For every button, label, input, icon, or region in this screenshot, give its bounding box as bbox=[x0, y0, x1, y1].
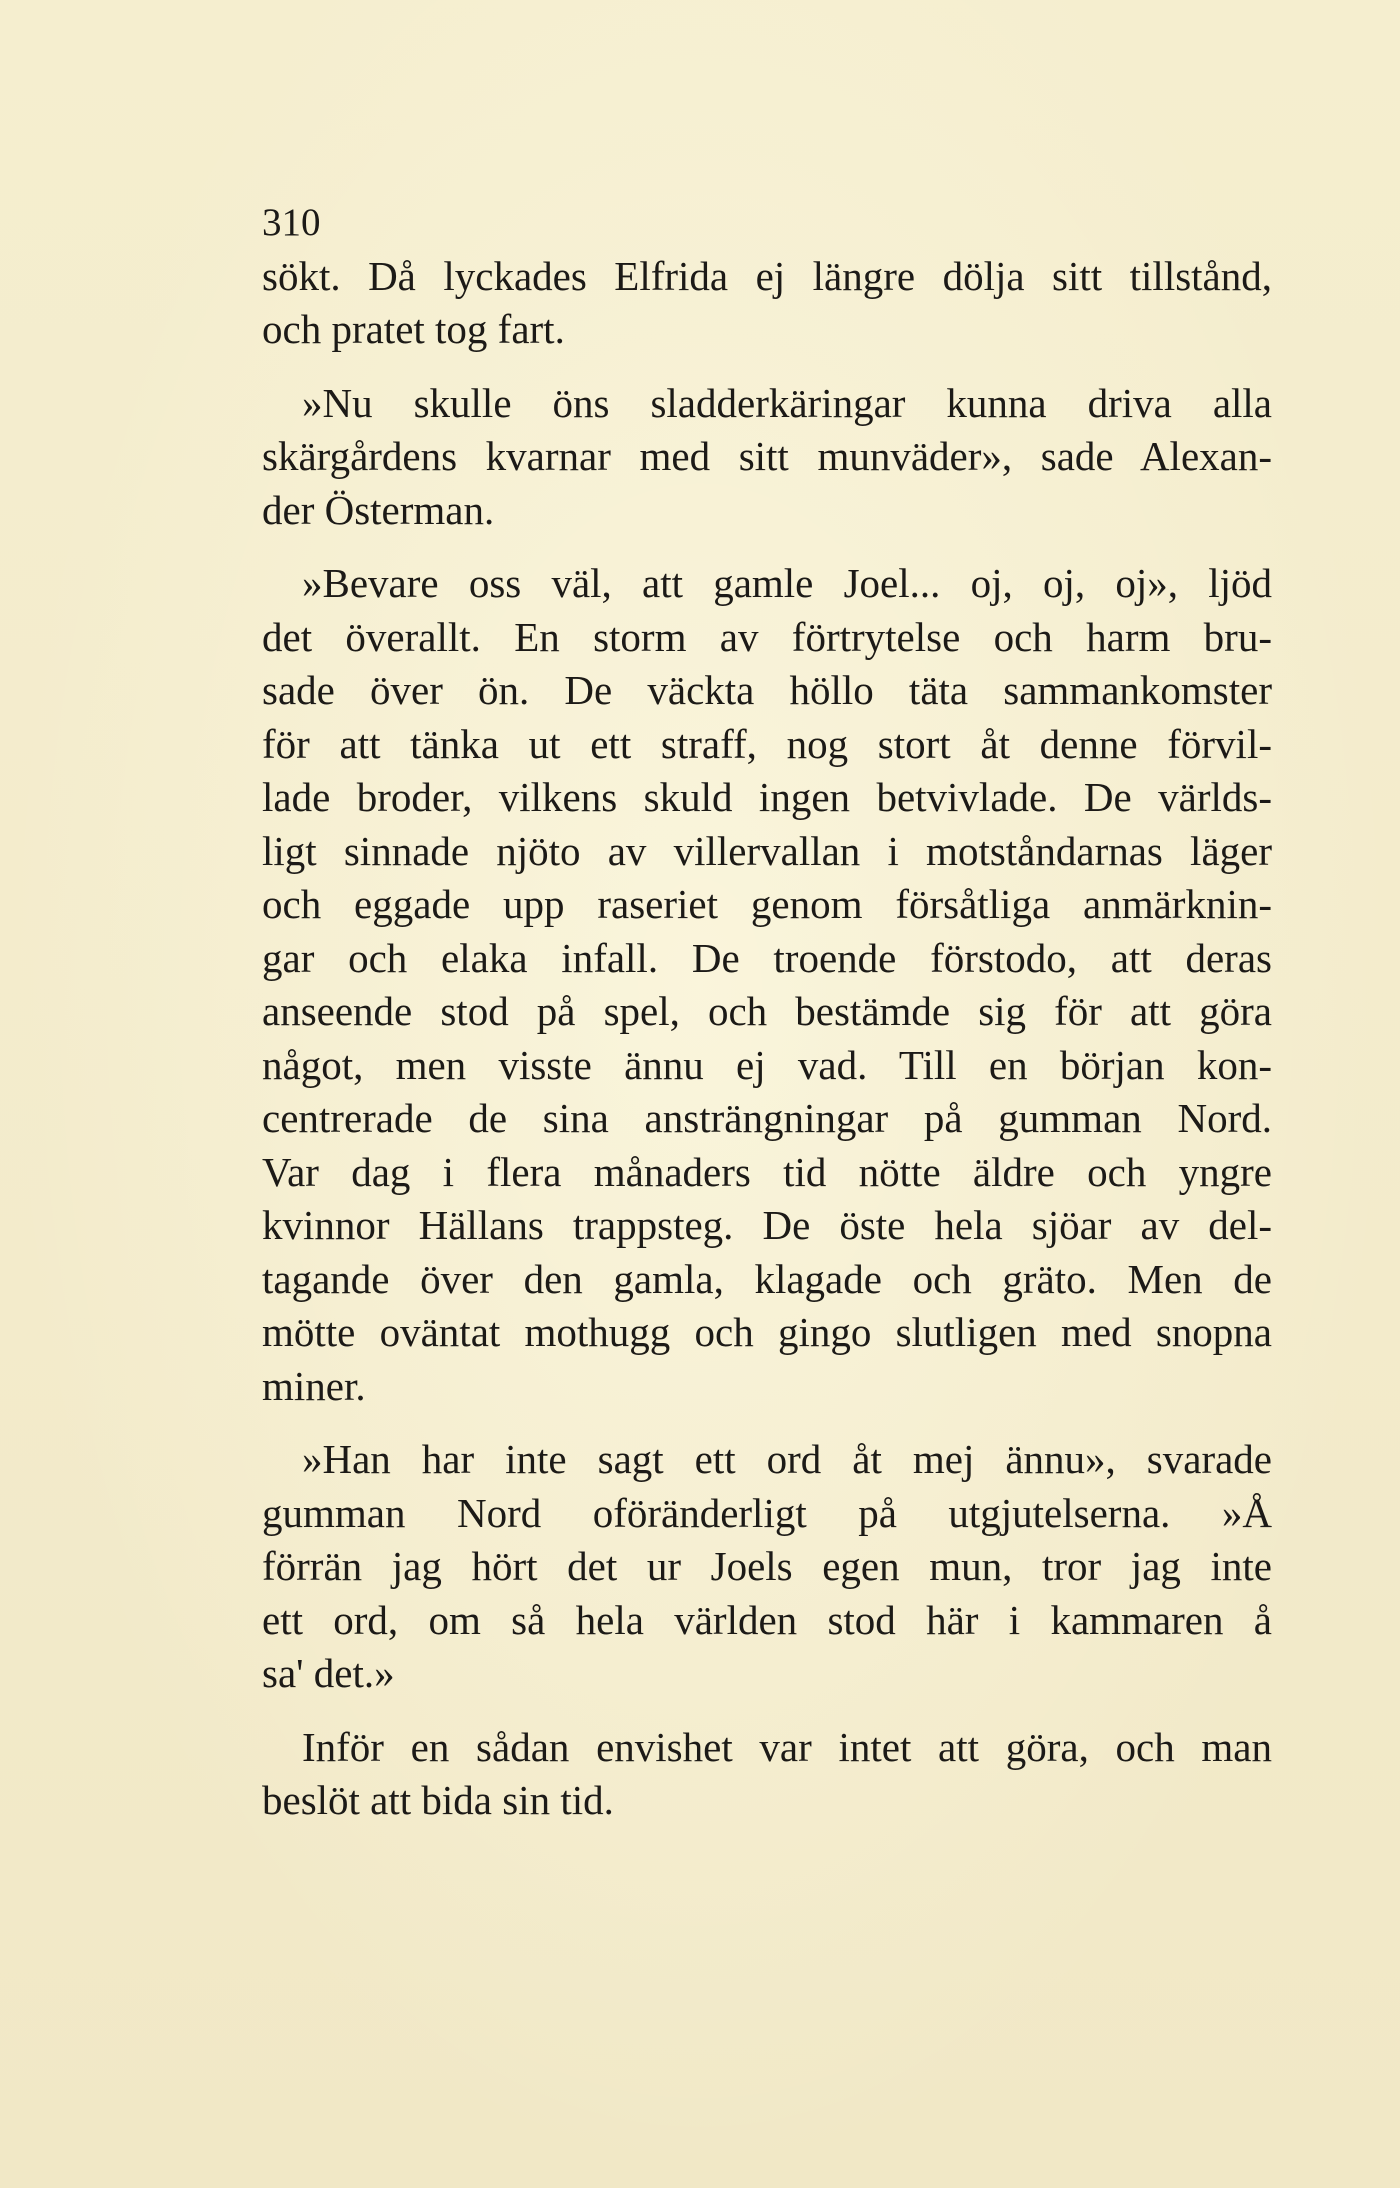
text-line: sade över ön. De väckta höllo täta sammankomster bbox=[262, 667, 1272, 713]
text-line: anseende stod på spel, och bestämde sig för att göra bbox=[262, 988, 1272, 1034]
text-line: ligt sinnade njöto av villervallan i motståndarnas läger bbox=[262, 827, 1272, 874]
text-line: gar och elaka infall. De troende förstodo, att deras bbox=[262, 934, 1272, 981]
paragraph bbox=[262, 557, 1272, 1413]
paragraph bbox=[262, 1433, 1272, 1701]
text-line: förrän jag hört det ur Joels egen mun, tror jag inte bbox=[262, 1543, 1272, 1589]
text-line: för att tänka ut ett straff, nog stort åt denne förvil- bbox=[262, 720, 1272, 767]
text-line: och eggade upp raseriet genom försåtliga anmärknin- bbox=[262, 881, 1272, 927]
text-line: lade broder, vilkens skuld ingen betvivlade. De världs- bbox=[262, 774, 1272, 820]
text-line: det överallt. En storm av förtrytelse och harm bru- bbox=[262, 613, 1272, 660]
text-line: något, men visste ännu ej vad. Till en början kon- bbox=[262, 1041, 1272, 1088]
paragraph bbox=[262, 377, 1272, 538]
text-line: sökt. Då lyckades Elfrida ej längre dölja sitt tillstånd, bbox=[262, 252, 1272, 299]
text-line: miner. bbox=[262, 1362, 366, 1409]
page-text-block bbox=[262, 196, 1272, 1828]
text-line: der Österman. bbox=[262, 486, 495, 533]
paragraph bbox=[262, 250, 1272, 357]
text-line: »Bevare oss väl, att gamle Joel... oj, oj, oj», ljöd bbox=[302, 560, 1272, 606]
page-number: 310 bbox=[262, 201, 321, 244]
text-line: tagande över den gamla, klagade och gräto. Men de bbox=[262, 1255, 1272, 1302]
text-line: »Han har inte sagt ett ord åt mej ännu», svarade bbox=[302, 1436, 1272, 1482]
text-line: och pratet tog fart. bbox=[262, 306, 565, 352]
text-line: skärgårdens kvarnar med sitt munväder», sade Alexan- bbox=[262, 433, 1272, 479]
text-line: Inför en sådan envishet var intet att göra, och man bbox=[302, 1723, 1272, 1770]
text-line: gumman Nord oföränderligt på utgjutelserna. »Å bbox=[262, 1489, 1272, 1536]
text-line: kvinnor Hällans trappsteg. De öste hela sjöar av del- bbox=[262, 1202, 1272, 1248]
text-line: Var dag i flera månaders tid nötte äldre och yngre bbox=[262, 1148, 1272, 1195]
text-line: sa' det.» bbox=[262, 1650, 395, 1696]
text-line: ett ord, om så hela världen stod här i kammaren å bbox=[262, 1596, 1272, 1643]
text-line: »Nu skulle öns sladderkäringar kunna driva alla bbox=[302, 379, 1272, 426]
text-line: mötte oväntat mothugg och gingo slutligen med snopna bbox=[262, 1309, 1272, 1355]
text-line: beslöt att bida sin tid. bbox=[262, 1777, 614, 1823]
text-line: centrerade de sina ansträngningar på gumman Nord. bbox=[262, 1095, 1272, 1141]
paragraph bbox=[262, 1721, 1272, 1828]
